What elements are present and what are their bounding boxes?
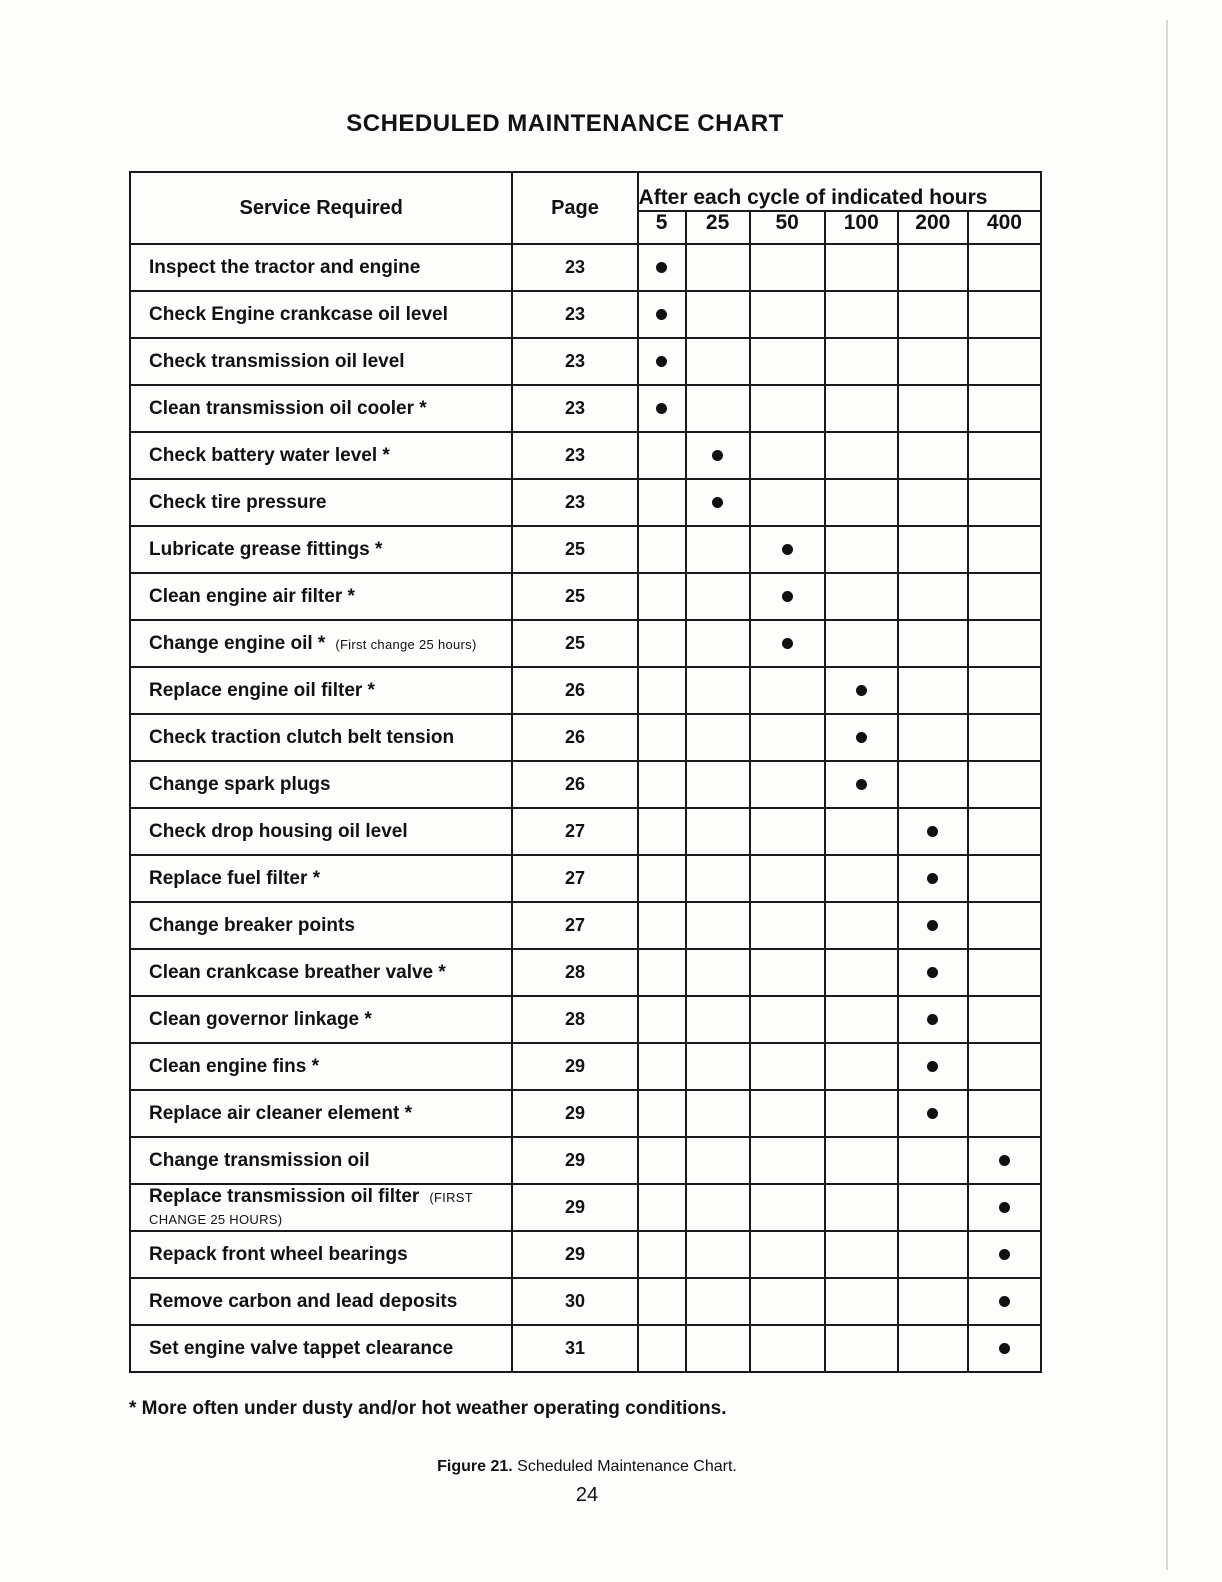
page-cell: 28: [512, 949, 637, 996]
interval-cell-50: [750, 1278, 825, 1325]
interval-header-400: 400: [968, 211, 1041, 244]
page-cell: 23: [512, 432, 637, 479]
table-row: [130, 1231, 1041, 1278]
service-cell: [130, 1231, 512, 1278]
interval-cell-25: [686, 761, 750, 808]
interval-cell-100: [825, 432, 898, 479]
service-label: Lubricate grease fittings *: [149, 538, 383, 560]
page-cell: 27: [512, 902, 637, 949]
interval-cell-400: [968, 385, 1041, 432]
interval-cell-5: [638, 620, 686, 667]
interval-cell-50: [750, 808, 825, 855]
page-cell: 25: [512, 620, 637, 667]
interval-cell-200: [898, 432, 968, 479]
service-label: Change engine oil *: [149, 632, 326, 654]
interval-cell-25: [686, 1043, 750, 1090]
interval-cell-50: [750, 385, 825, 432]
table-row: [130, 385, 1041, 432]
interval-cell-200: [898, 1325, 968, 1372]
interval-cell-5: [638, 1278, 686, 1325]
interval-cell-200: [898, 338, 968, 385]
interval-cell-200: [898, 667, 968, 714]
interval-header-5: 5: [638, 211, 686, 244]
interval-cell-200: [898, 949, 968, 996]
table-row: [130, 1137, 1041, 1184]
interval-cell-200: [898, 526, 968, 573]
schedule-dot: [712, 497, 723, 508]
table-row: [130, 291, 1041, 338]
interval-cell-200: [898, 1090, 968, 1137]
service-cell: [130, 573, 512, 620]
interval-cell-400: [968, 1184, 1041, 1231]
interval-cell-100: [825, 1184, 898, 1231]
interval-cell-400: [968, 808, 1041, 855]
interval-cell-400: [968, 244, 1041, 291]
service-label: Inspect the tractor and engine: [149, 256, 421, 278]
page-cell: 25: [512, 526, 637, 573]
interval-cell-50: [750, 1090, 825, 1137]
interval-cell-100: [825, 385, 898, 432]
schedule-dot: [656, 403, 667, 414]
page-cell: 23: [512, 479, 637, 526]
page-cell: 23: [512, 291, 637, 338]
interval-cell-50: [750, 573, 825, 620]
interval-cell-50: [750, 479, 825, 526]
interval-cell-400: [968, 902, 1041, 949]
interval-cell-50: [750, 667, 825, 714]
page-cell: 30: [512, 1278, 637, 1325]
schedule-dot: [856, 779, 867, 790]
service-label: Check transmission oil level: [149, 350, 405, 372]
interval-cell-200: [898, 244, 968, 291]
interval-cell-100: [825, 902, 898, 949]
schedule-dot: [782, 638, 793, 649]
interval-cell-100: [825, 855, 898, 902]
service-cell: [130, 667, 512, 714]
schedule-dot: [712, 450, 723, 461]
schedule-dot: [927, 873, 938, 884]
service-cell: [130, 1278, 512, 1325]
service-label: Clean engine fins *: [149, 1055, 319, 1077]
interval-cell-200: [898, 1184, 968, 1231]
interval-cell-200: [898, 479, 968, 526]
interval-cell-100: [825, 667, 898, 714]
interval-cell-25: [686, 244, 750, 291]
page-number: 24: [575, 1484, 599, 1506]
schedule-dot: [927, 1061, 938, 1072]
service-label: Change transmission oil: [149, 1149, 370, 1171]
service-label: Repack front wheel bearings: [149, 1243, 408, 1265]
service-label: Set engine valve tappet clearance: [149, 1337, 454, 1359]
service-label: Check battery water level *: [149, 444, 390, 466]
interval-cell-5: [638, 1231, 686, 1278]
interval-cell-100: [825, 1278, 898, 1325]
service-cell: [130, 432, 512, 479]
interval-cell-200: [898, 291, 968, 338]
interval-cell-200: [898, 1278, 968, 1325]
page-cell: 29: [512, 1043, 637, 1090]
interval-cell-50: [750, 432, 825, 479]
service-cell: [130, 714, 512, 761]
interval-cell-400: [968, 291, 1041, 338]
interval-cell-50: [750, 1137, 825, 1184]
interval-cell-5: [638, 855, 686, 902]
interval-cell-25: [686, 1137, 750, 1184]
interval-cell-400: [968, 714, 1041, 761]
service-note: (First change 25 hours): [335, 636, 477, 652]
page-cell: 27: [512, 808, 637, 855]
interval-cell-200: [898, 855, 968, 902]
page-cell: 26: [512, 667, 637, 714]
page-cell: 29: [512, 1231, 637, 1278]
footnote: * More often under dusty and/or hot weather operating conditions.: [129, 1398, 727, 1419]
interval-cell-100: [825, 479, 898, 526]
table-row: [130, 620, 1041, 667]
service-label: Check Engine crankcase oil level: [149, 303, 448, 325]
interval-cell-200: [898, 714, 968, 761]
table-row: [130, 667, 1041, 714]
interval-cell-25: [686, 526, 750, 573]
page-cell: 26: [512, 761, 637, 808]
interval-cell-5: [638, 432, 686, 479]
interval-cell-100: [825, 526, 898, 573]
interval-cell-25: [686, 902, 750, 949]
service-cell: [130, 244, 512, 291]
interval-cell-100: [825, 244, 898, 291]
table-row: [130, 714, 1041, 761]
service-cell: [130, 385, 512, 432]
interval-cell-200: [898, 620, 968, 667]
interval-cell-400: [968, 761, 1041, 808]
interval-cell-5: [638, 1137, 686, 1184]
service-cell: [130, 1043, 512, 1090]
interval-cell-100: [825, 996, 898, 1043]
interval-cell-400: [968, 479, 1041, 526]
interval-cell-50: [750, 620, 825, 667]
schedule-dot: [782, 591, 793, 602]
interval-cell-100: [825, 808, 898, 855]
interval-cell-200: [898, 385, 968, 432]
table-row: [130, 855, 1041, 902]
page-cell: 27: [512, 855, 637, 902]
interval-cell-100: [825, 1090, 898, 1137]
page-cell: 23: [512, 338, 637, 385]
service-label: Replace engine oil filter *: [149, 679, 375, 701]
table-row: [130, 902, 1041, 949]
schedule-dot: [999, 1249, 1010, 1260]
page-cell: 29: [512, 1090, 637, 1137]
table-row: [130, 808, 1041, 855]
table-body: [130, 244, 1041, 1372]
interval-cell-400: [968, 1325, 1041, 1372]
interval-cell-50: [750, 761, 825, 808]
page-cell: 29: [512, 1184, 637, 1231]
service-cell: [130, 526, 512, 573]
interval-cell-100: [825, 761, 898, 808]
interval-cell-25: [686, 291, 750, 338]
interval-cell-25: [686, 338, 750, 385]
interval-cell-100: [825, 573, 898, 620]
interval-cell-5: [638, 1325, 686, 1372]
service-label: Clean engine air filter *: [149, 585, 355, 607]
figure-caption: [0, 1458, 1174, 1476]
service-label: Replace fuel filter *: [149, 867, 321, 889]
interval-cell-400: [968, 996, 1041, 1043]
schedule-dot: [927, 826, 938, 837]
interval-cell-5: [638, 338, 686, 385]
table-row: [130, 573, 1041, 620]
page-cell: 28: [512, 996, 637, 1043]
interval-cell-5: [638, 244, 686, 291]
service-label: Check traction clutch belt tension: [149, 726, 455, 748]
interval-cell-100: [825, 714, 898, 761]
schedule-dot: [656, 309, 667, 320]
interval-cell-25: [686, 808, 750, 855]
schedule-dot: [656, 262, 667, 273]
interval-cell-400: [968, 1278, 1041, 1325]
caption-text: Scheduled Maintenance Chart.: [512, 1458, 737, 1475]
interval-cell-5: [638, 1043, 686, 1090]
service-note: (FIRST CHANGE 25 HOURS): [149, 1189, 473, 1227]
cycle-header: After each cycle of indicated hours: [638, 172, 1041, 211]
service-label: Clean crankcase breather valve *: [149, 961, 446, 983]
interval-cell-400: [968, 855, 1041, 902]
interval-cell-50: [750, 1043, 825, 1090]
interval-cell-50: [750, 949, 825, 996]
interval-cell-400: [968, 1043, 1041, 1090]
interval-cell-200: [898, 1231, 968, 1278]
schedule-dot: [927, 920, 938, 931]
service-header: Service Required: [130, 172, 512, 244]
interval-cell-200: [898, 1043, 968, 1090]
page-title: SCHEDULED MAINTENANCE CHART: [346, 110, 784, 137]
interval-cell-400: [968, 1231, 1041, 1278]
interval-cell-5: [638, 949, 686, 996]
page-header: Page: [512, 172, 637, 244]
service-cell: [130, 1184, 512, 1231]
table-row: [130, 1090, 1041, 1137]
interval-cell-25: [686, 385, 750, 432]
service-label: Change breaker points: [149, 914, 355, 936]
service-label: Clean governor linkage *: [149, 1008, 372, 1030]
interval-cell-100: [825, 1325, 898, 1372]
interval-cell-400: [968, 949, 1041, 996]
interval-header-200: 200: [898, 211, 968, 244]
interval-cell-100: [825, 1043, 898, 1090]
page-cell: 26: [512, 714, 637, 761]
interval-cell-50: [750, 1325, 825, 1372]
interval-header-100: 100: [825, 211, 898, 244]
table-row: [130, 338, 1041, 385]
service-label: Replace transmission oil filter: [149, 1185, 420, 1207]
interval-cell-5: [638, 526, 686, 573]
interval-cell-100: [825, 291, 898, 338]
interval-cell-25: [686, 432, 750, 479]
service-cell: [130, 291, 512, 338]
service-cell: [130, 338, 512, 385]
schedule-dot: [999, 1343, 1010, 1354]
service-cell: [130, 1325, 512, 1372]
schedule-dot: [656, 356, 667, 367]
interval-cell-50: [750, 855, 825, 902]
interval-cell-50: [750, 996, 825, 1043]
service-cell: [130, 620, 512, 667]
schedule-dot: [999, 1155, 1010, 1166]
interval-cell-5: [638, 902, 686, 949]
service-cell: [130, 855, 512, 902]
interval-cell-25: [686, 667, 750, 714]
table-row: [130, 996, 1041, 1043]
interval-cell-25: [686, 573, 750, 620]
interval-cell-400: [968, 1137, 1041, 1184]
page-edge: [1166, 20, 1168, 1570]
schedule-dot: [999, 1202, 1010, 1213]
interval-cell-50: [750, 526, 825, 573]
page-cell: 29: [512, 1137, 637, 1184]
interval-cell-200: [898, 996, 968, 1043]
service-label: Check drop housing oil level: [149, 820, 408, 842]
interval-cell-200: [898, 761, 968, 808]
interval-cell-400: [968, 1090, 1041, 1137]
interval-cell-50: [750, 291, 825, 338]
interval-cell-100: [825, 1137, 898, 1184]
interval-cell-50: [750, 714, 825, 761]
interval-header-50: 50: [750, 211, 825, 244]
interval-cell-200: [898, 1137, 968, 1184]
service-label: Change spark plugs: [149, 773, 331, 795]
caption-label: Figure 21.: [437, 1458, 513, 1475]
table-row: [130, 761, 1041, 808]
interval-cell-25: [686, 949, 750, 996]
interval-cell-5: [638, 573, 686, 620]
interval-cell-5: [638, 385, 686, 432]
interval-header-25: 25: [686, 211, 750, 244]
interval-cell-5: [638, 667, 686, 714]
page-cell: 31: [512, 1325, 637, 1372]
table-row: [130, 479, 1041, 526]
interval-cell-200: [898, 808, 968, 855]
interval-cell-100: [825, 949, 898, 996]
interval-cell-5: [638, 479, 686, 526]
interval-cell-100: [825, 1231, 898, 1278]
interval-cell-5: [638, 714, 686, 761]
interval-cell-50: [750, 1184, 825, 1231]
interval-cell-5: [638, 1090, 686, 1137]
interval-cell-25: [686, 855, 750, 902]
table-row: [130, 1278, 1041, 1325]
interval-cell-25: [686, 1278, 750, 1325]
interval-cell-5: [638, 761, 686, 808]
service-cell: [130, 902, 512, 949]
interval-cell-400: [968, 526, 1041, 573]
interval-cell-25: [686, 1325, 750, 1372]
schedule-dot: [927, 967, 938, 978]
interval-cell-5: [638, 1184, 686, 1231]
table-row: [130, 949, 1041, 996]
interval-cell-50: [750, 338, 825, 385]
service-cell: [130, 479, 512, 526]
interval-cell-5: [638, 291, 686, 338]
schedule-dot: [927, 1108, 938, 1119]
interval-cell-400: [968, 620, 1041, 667]
schedule-dot: [927, 1014, 938, 1025]
interval-cell-25: [686, 479, 750, 526]
schedule-dot: [999, 1296, 1010, 1307]
interval-cell-5: [638, 808, 686, 855]
interval-cell-25: [686, 1184, 750, 1231]
interval-cell-200: [898, 573, 968, 620]
interval-cell-50: [750, 1231, 825, 1278]
schedule-dot: [856, 732, 867, 743]
schedule-dot: [782, 544, 793, 555]
interval-cell-400: [968, 338, 1041, 385]
interval-cell-25: [686, 1231, 750, 1278]
service-cell: [130, 949, 512, 996]
table-row: [130, 432, 1041, 479]
schedule-dot: [856, 685, 867, 696]
interval-cell-5: [638, 996, 686, 1043]
service-cell: [130, 996, 512, 1043]
table-row: [130, 244, 1041, 291]
interval-cell-400: [968, 432, 1041, 479]
page-cell: 25: [512, 573, 637, 620]
table-row: [130, 1325, 1041, 1372]
service-label: Remove carbon and lead deposits: [149, 1290, 458, 1312]
interval-cell-25: [686, 996, 750, 1043]
interval-cell-50: [750, 244, 825, 291]
service-cell: [130, 1137, 512, 1184]
interval-cell-400: [968, 667, 1041, 714]
service-cell: [130, 761, 512, 808]
interval-cell-25: [686, 714, 750, 761]
table-row: [130, 526, 1041, 573]
service-label: Replace air cleaner element *: [149, 1102, 412, 1124]
page-cell: 23: [512, 385, 637, 432]
interval-cell-200: [898, 902, 968, 949]
service-label: Check tire pressure: [149, 491, 327, 513]
interval-cell-50: [750, 902, 825, 949]
table-row: [130, 1184, 1041, 1231]
interval-cell-25: [686, 1090, 750, 1137]
service-cell: [130, 808, 512, 855]
interval-cell-25: [686, 620, 750, 667]
service-cell: [130, 1090, 512, 1137]
interval-cell-100: [825, 338, 898, 385]
maintenance-table: [129, 171, 1042, 1373]
interval-cell-400: [968, 573, 1041, 620]
interval-cell-100: [825, 620, 898, 667]
page-cell: 23: [512, 244, 637, 291]
service-label: Clean transmission oil cooler *: [149, 397, 427, 419]
table-row: [130, 1043, 1041, 1090]
